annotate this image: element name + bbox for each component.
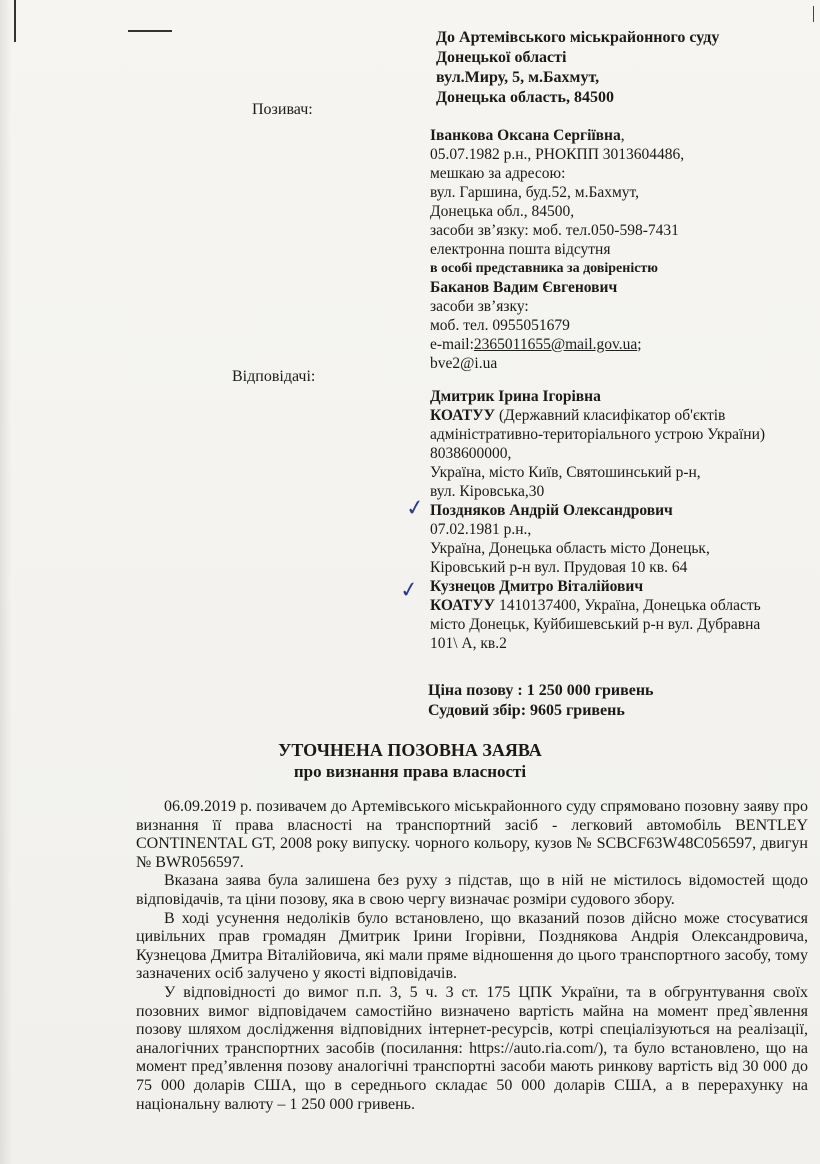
- body-paragraph: В ході усунення недоліків було встановлено, що вказаний позов дійсно може стосуватися цивільних прав громадян Дмитрик Ірини Ігорівни, Позднякова Андрія Олександровича, Кузнецова Дмитра Віталійовича, які мали пряме відношення до цього транспортного засобу, тому зазначених осіб залучено у якості відповідачів.: [136, 909, 808, 983]
- representative-contacts-label: засоби зв’язку:: [430, 298, 529, 315]
- claim-summary: [428, 681, 654, 721]
- margin-mark: [14, 0, 16, 42]
- court-line: Донецької області: [436, 49, 567, 66]
- defendant-3-koatuu-rest: 1410137400, Україна, Донецька область: [495, 597, 761, 614]
- plaintiff-street: вул. Гаршина, буд.52, м.Бахмут,: [430, 184, 640, 201]
- defendant-2-birth: 07.02.1981 р.н.,: [430, 521, 532, 538]
- court-fee: Судовий збір: 9605 гривень: [428, 702, 625, 719]
- document-body: [136, 798, 808, 1114]
- plaintiff-name: Іванкова Оксана Сергіївна: [430, 127, 621, 144]
- defendant-1-koatuu-desc-2: адміністративно-територіального устрою України): [430, 426, 766, 443]
- corner-mark: [813, 6, 814, 22]
- defendant-1-koatuu-label: КОАТУУ: [430, 407, 496, 424]
- plaintiff-email: електронна пошта відсутня: [430, 241, 611, 258]
- defendant-1-name: Дмитрик Ірина Ігорівна: [430, 388, 601, 405]
- body-paragraph: Вказана заява була залишена без руху з підстав, що в ній не містилось відомостей щодо відповідачів, та ціни позову, яка в свою чергу визначає розміри судового збору.: [136, 872, 808, 908]
- representative-phone: моб. тел. 0955051679: [430, 317, 570, 334]
- defendant-3-address-2: 101\ А, кв.2: [430, 635, 507, 652]
- defendants-label: Відповідачі:: [232, 368, 316, 385]
- defendant-3-koatuu-label: КОАТУУ: [430, 597, 496, 614]
- plaintiff-birth: 05.07.1982 р.н., РНОКПП 3013604486,: [430, 146, 685, 163]
- court-line: До Артемівського міськрайонного суду: [436, 29, 720, 46]
- representative-intro: в особі представника за довіреністю: [430, 261, 658, 276]
- defendant-1-address-2: вул. Кіровська,30: [430, 483, 545, 500]
- court-line: Донецька область, 84500: [436, 89, 614, 106]
- defendant-2-address-2: Кіровський р-н вул. Прудовая 10 кв. 64: [430, 559, 688, 576]
- pen-dash-mark: [128, 30, 172, 32]
- checkmark-icon: ✓: [398, 576, 421, 605]
- plaintiff-name-suffix: ,: [620, 127, 625, 144]
- document-subtitle: про визнання права власності: [293, 762, 527, 781]
- body-paragraph: 06.09.2019 р. позивачем до Артемівського міськрайонного суду спрямовано позовну заяву про визнання її права власності на транспортний засіб - легковий автомобіль BENTLEY CONTINENTAL GT, 2008 року випуску. чорного кольору, кузов № SCBCF63W48C056597, двигун № BWR056597.: [136, 798, 808, 871]
- plaintiff-block: [430, 126, 684, 373]
- defendant-1-address-1: Україна, місто Київ, Святошинський р-н,: [430, 464, 701, 481]
- defendant-3-address-1: місто Донецьк, Куйбишевський р-н вул. Дубравна: [430, 616, 761, 633]
- rep-email-prefix: e-mail:: [430, 336, 474, 353]
- plaintiff-lives: мешкаю за адресою:: [430, 165, 566, 182]
- defendants-block: [430, 387, 765, 653]
- paper-shadow: [0, 0, 12, 1164]
- representative-email-2: bve2@i.ua: [430, 355, 498, 372]
- checkmark-icon: ✓: [404, 494, 427, 523]
- defendant-2-name: Поздняков Андрій Олександрович: [430, 502, 673, 519]
- plaintiff-label: Позивач:: [252, 101, 313, 118]
- plaintiff-phone: засоби зв’язку: моб. тел.050-598-7431: [430, 222, 679, 239]
- rep-email-link[interactable]: 2365011655@mail.gov.ua: [473, 336, 638, 353]
- representative-name: Баканов Вадим Євгенович: [430, 279, 618, 296]
- plaintiff-region: Донецька обл., 84500,: [430, 203, 575, 220]
- court-address: [436, 28, 719, 108]
- defendant-1-koatuu-code: 8038600000,: [430, 445, 512, 462]
- defendant-2-address-1: Україна, Донецька область місто Донецьк,: [430, 540, 710, 557]
- defendant-1-koatuu-desc: (Державний класифікатор об'єктів: [495, 407, 726, 424]
- court-line: вул.Миру, 5, м.Бахмут,: [436, 69, 600, 86]
- defendant-3-name: Кузнецов Дмитро Віталійович: [430, 578, 644, 595]
- rep-email-suffix: ;: [637, 336, 642, 353]
- document-title: УТОЧНЕНА ПОЗОВНА ЗАЯВА: [278, 740, 542, 760]
- body-paragraph: У відповідності до вимог п.п. 3, 5 ч. 3 ст. 175 ЦПК України, та в обгрунтування своїх позовних вимог відповідачем самостійно визначено вартість майна на момент пред`явлення позову шляхом дослідження відповідних інтернет-ресурсів, котрі спеціалізуються на реалізації, аналогічних транспортних засобів (посилання: https://auto.ria.com/), та було встановлено, що на момент пред’явлення позову аналогічні транспортні засоби мають ринкову вартість від 30 000 до 75 000 доларів США, що в середнього складає 50 000 доларів США, а в перерахунку на національну валюту – 1 250 000 гривень.: [136, 983, 808, 1113]
- claim-price: Ціна позову : 1 250 000 гривень: [428, 682, 654, 699]
